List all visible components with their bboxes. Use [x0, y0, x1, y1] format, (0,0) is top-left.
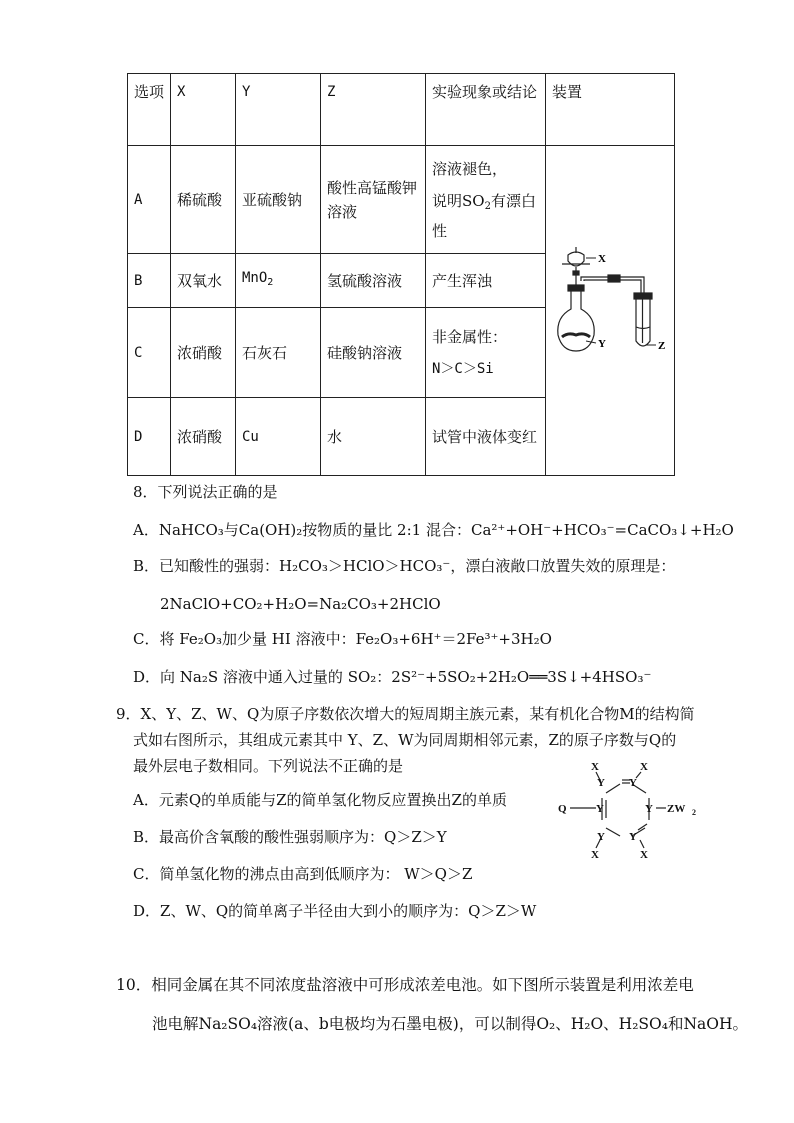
device-label-z: Z: [658, 340, 666, 352]
table-row: [128, 146, 675, 254]
atom-y-1: Y: [597, 777, 605, 789]
apparatus-cell: [546, 146, 675, 476]
experiment-table: [127, 73, 675, 476]
atom-y-6: Y: [629, 831, 637, 843]
atom-q: Q: [558, 803, 567, 815]
ring-atoms: [558, 761, 696, 861]
q8-option-a: A．NaHCO₃与Ca(OH)₂按物质的量比 2:1 混合：Ca²⁺+OH⁻+HCO₃⁻=CaCO₃↓+H₂O: [133, 521, 734, 539]
row-d-result: 试管中液体变红: [426, 398, 546, 476]
row-b-option: B: [128, 254, 171, 308]
atom-y-2: Y: [629, 777, 637, 789]
q10-stem-line1: 10．相同金属在其不同浓度盐溶液中可形成浓差电池。如下图所示装置是利用浓差电: [116, 976, 694, 994]
header-y: Y: [236, 74, 321, 146]
molecule-structure: [556, 756, 702, 862]
row-a-result: [426, 146, 546, 254]
row-c-option: C: [128, 308, 171, 398]
funnel-icon: [562, 247, 590, 285]
q9-option-d: D．Z、W、Q的简单离子半径由大到小的顺序为：Q＞Z＞W: [133, 902, 537, 920]
row-a-x: 稀硫酸: [171, 146, 236, 254]
row-d-x: 浓硝酸: [171, 398, 236, 476]
row-d-y: Cu: [236, 398, 321, 476]
q8-option-b: B．已知酸性的强弱：H₂CO₃＞HClO＞HCO₃⁻，漂白液敞口放置失效的原理是：: [133, 557, 676, 575]
header-z: Z: [321, 74, 426, 146]
table-header-row: [128, 74, 675, 146]
q9-stem-line3: 最外层电子数相同。下列说法不正确的是: [133, 757, 404, 775]
row-c-result-line2: N＞C＞Si: [432, 360, 494, 377]
atom-x-bottom-right: X: [640, 849, 648, 861]
row-a-result-text: 说明SO: [432, 191, 485, 210]
q9-option-a: A．元素Q的单质能与Z的简单氢化物反应置换出Z的单质: [133, 791, 507, 809]
row-a-z: 酸性高锰酸钾溶液: [321, 146, 426, 254]
row-c-x: 浓硝酸: [171, 308, 236, 398]
q8-option-b-equation: 2NaClO+CO₂+H₂O=Na₂CO₃+2HClO: [160, 595, 441, 613]
row-c-result-line1: 非金属性：: [432, 327, 508, 346]
row-a-result-sub: 2: [484, 200, 491, 212]
row-a-y: 亚硫酸钠: [236, 146, 321, 254]
atom-zw: ZW: [667, 803, 686, 815]
header-option: 选项: [128, 74, 171, 146]
row-b-y: [236, 254, 321, 308]
atom-zw-sub: 2: [692, 808, 696, 817]
q8-option-c: C．将 Fe₂O₃加少量 HI 溶液中：Fe₂O₃+6H⁺＝2Fe³⁺+3H₂O: [133, 630, 552, 648]
row-b-z: 氢硫酸溶液: [321, 254, 426, 308]
row-c-result: [426, 308, 546, 398]
atom-y-3: Y: [596, 803, 604, 815]
row-a-result-line2: [432, 189, 539, 243]
q9-stem-line1: 9．X、Y、Z、W、Q为原子序数依次增大的短周期主族元素，某有机化合物M的结构简: [116, 705, 695, 723]
device-label-x: X: [598, 253, 606, 265]
row-a-result-line1: 溶液褪色，: [432, 159, 508, 178]
header-device: 装置: [546, 74, 675, 146]
q9-stem-line2: 式如右图所示，其组成元素其中 Y、Z、W为同周期相邻元素，Z的原子序数与Q的: [133, 731, 677, 749]
row-b-y-text: MnO: [242, 270, 268, 286]
row-a-result-text2: 有漂白性: [432, 191, 536, 240]
test-tube-icon: [634, 293, 652, 346]
row-b-result: 产生浑浊: [426, 254, 546, 308]
q8-stem: 8．下列说法正确的是: [133, 483, 278, 501]
apparatus-diagram: [546, 237, 674, 377]
atom-x-bottom-left: X: [591, 849, 599, 861]
q10-stem-line2: 池电解Na₂SO₄溶液(a、b电极均为石墨电极)，可以制得O₂、H₂O、H₂SO₄和NaOH。: [152, 1015, 748, 1033]
header-result: 实验现象或结论: [426, 74, 546, 146]
atom-y-5: Y: [597, 831, 605, 843]
row-c-z: 硅酸钠溶液: [321, 308, 426, 398]
row-b-y-sub: 2: [267, 277, 274, 288]
q8-option-d: D．向 Na₂S 溶液中通入过量的 SO₂：2S²⁻+5SO₂+2H₂O══3S↓+4HSO₃⁻: [133, 668, 652, 686]
q9-option-b: B．最高价含氧酸的酸性强弱顺序为：Q＞Z＞Y: [133, 828, 447, 846]
row-b-x: 双氧水: [171, 254, 236, 308]
row-d-option: D: [128, 398, 171, 476]
row-a-option: A: [128, 146, 171, 254]
q9-option-c: C．简单氢化物的沸点由高到低顺序为： W＞Q＞Z: [133, 865, 473, 883]
atom-y-4: Y: [645, 803, 653, 815]
atom-x-top-right: X: [640, 761, 648, 773]
header-x: X: [171, 74, 236, 146]
device-label-y: Y: [598, 338, 606, 350]
atom-x-top-left: X: [591, 761, 599, 773]
row-d-z: 水: [321, 398, 426, 476]
row-c-y: 石灰石: [236, 308, 321, 398]
